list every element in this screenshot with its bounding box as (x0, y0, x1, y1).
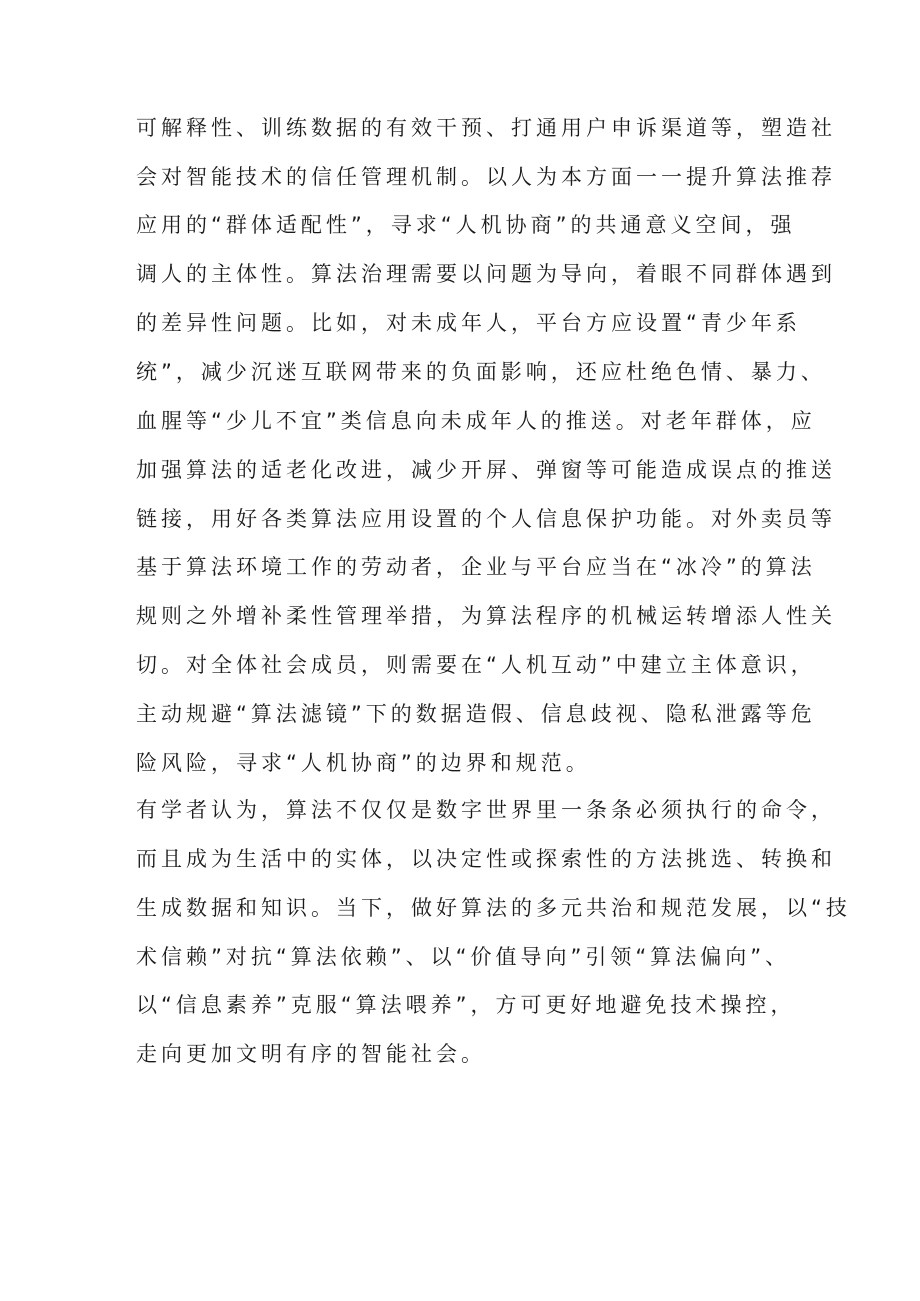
text-line: 基于算法环境工作的劳动者，企业与平台应当在“冰冷”的算法 (136, 555, 816, 579)
text-line: 规则之外增补柔性管理举措，为算法程序的机械运转增添人性关 (136, 604, 836, 628)
text-line: 走向更加文明有序的智能社会。 (136, 1042, 486, 1066)
text-line: 有学者认为，算法不仅仅是数字世界里一条条必须执行的命令， (136, 798, 836, 822)
text-line: 加强算法的适老化改进，减少开屏、弹窗等可能造成误点的推送 (136, 458, 836, 482)
text-line: 险风险，寻求“人机协商”的边界和规范。 (136, 751, 591, 775)
text-line: 切。对全体社会成员，则需要在“人机互动”中建立主体意识， (136, 653, 816, 677)
text-line: 应用的“群体适配性”，寻求“人机协商”的共通意义空间，强 (136, 213, 796, 237)
text-line: 以“信息素养”克服“算法喂养”，方可更好地避免技术操控， (136, 993, 796, 1017)
text-line: 主动规避“算法滤镜”下的数据造假、信息歧视、隐私泄露等危 (136, 702, 816, 726)
text-line: 链接，用好各类算法应用设置的个人信息保护功能。对外卖员等 (136, 507, 836, 531)
text-line: 会对智能技术的信任管理机制。以人为本方面一一提升算法推荐 (136, 165, 836, 189)
text-line: 生成数据和知识。当下，做好算法的多元共治和规范发展，以“技 (136, 896, 851, 920)
text-line: 统”，减少沉迷互联网带来的负面影响，还应杜绝色情、暴力、 (136, 360, 826, 384)
text-line: 而且成为生活中的实体，以决定性或探索性的方法挑选、转换和 (136, 847, 836, 871)
text-line: 术信赖”对抗“算法依赖”、以“价值导向”引领“算法偏向”、 (136, 945, 791, 969)
text-line: 可解释性、训练数据的有效干预、打通用户申诉渠道等，塑造社 (136, 116, 836, 140)
text-line: 调人的主体性。算法治理需要以问题为导向，着眼不同群体遇到 (136, 262, 836, 286)
text-line: 的差异性问题。比如，对未成年人，平台方应设置“青少年系 (136, 311, 801, 335)
text-line: 血腥等“少儿不宜”类信息向未成年人的推送。对老年群体，应 (136, 409, 816, 433)
